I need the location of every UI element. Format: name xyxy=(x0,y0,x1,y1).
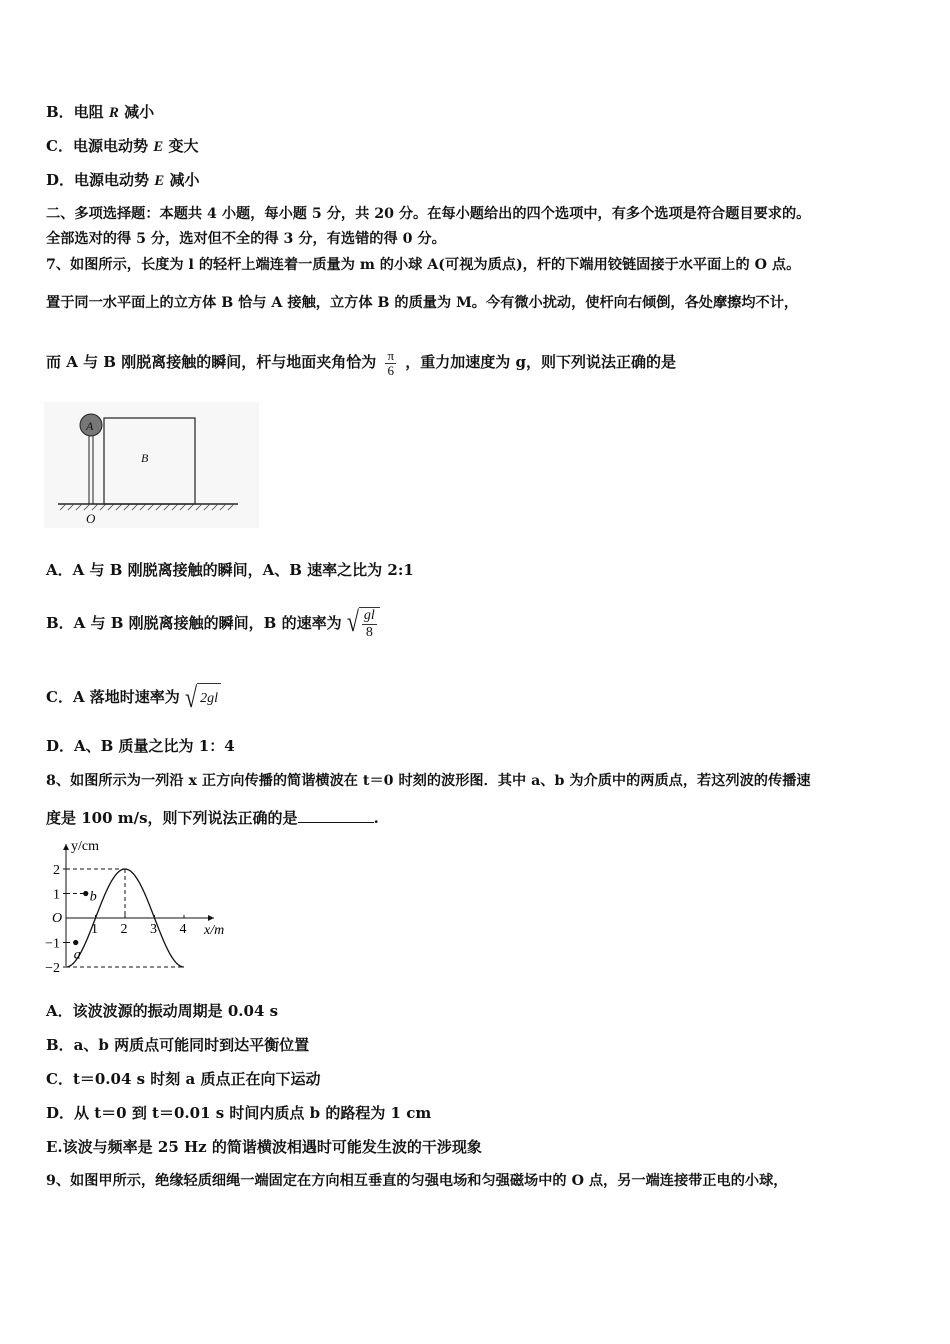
point-label-a: a xyxy=(73,947,81,963)
option-d-emf xyxy=(46,170,200,191)
q7-option-c-text: C．A 落地时速率为 xyxy=(46,688,180,706)
y-tick-label: −1 xyxy=(45,936,60,952)
q7-option-c xyxy=(46,682,221,714)
fraction-denominator: 8 xyxy=(365,625,373,640)
x-axis-label: x/m xyxy=(204,923,225,938)
figure-background xyxy=(44,402,259,528)
q8-stem-line2 xyxy=(46,808,379,828)
q8-stem-text: 度是 100 m/s，则下列说法正确的是 xyxy=(46,809,298,827)
q7-option-d: D．A、B 质量之比为 1：4 xyxy=(46,737,235,755)
q7-stem-text: ，重力加速度为 g，则下列说法正确的是 xyxy=(405,353,676,371)
label-b: B xyxy=(141,451,149,465)
label-o: O xyxy=(86,511,96,526)
y-axis-label: y/cm xyxy=(71,839,99,854)
q7-stem-line1: 7、如图所示，长度为 l 的轻杆上端连着一质量为 m 的小球 A(可视为质点)，杆的下端用铰链固接于水平面上的 O 点。 xyxy=(46,257,801,273)
fraction-numerator: gl xyxy=(363,608,375,623)
point-label-b: b xyxy=(89,889,97,905)
point-b xyxy=(83,891,88,896)
q7-option-b xyxy=(46,603,380,643)
q8-option-c: C．t＝0.04 s 时刻 a 质点正在向下运动 xyxy=(46,1070,321,1088)
option-b-resistance xyxy=(46,102,154,123)
q8-stem-line1: 8、如图所示为一列沿 x 正方向传播的简谐横波在 t＝0 时刻的波形图．其中 a、b 为介质中的两质点，若这列波的传播速 xyxy=(46,773,811,789)
option-text: D．电源电动势 xyxy=(46,171,150,189)
sqrt-radical-icon: √ xyxy=(346,605,359,638)
q7-option-b-text: B．A 与 B 刚脱离接触的瞬间，B 的速率为 xyxy=(46,614,342,632)
var-r: R xyxy=(108,105,119,121)
option-text: 变大 xyxy=(168,137,199,155)
option-text: B．电阻 xyxy=(46,103,104,121)
y-tick-label: −2 xyxy=(45,961,60,976)
var-e: E xyxy=(154,173,165,189)
q8-option-a: A．该波波源的振动周期是 0.04 s xyxy=(46,1002,279,1020)
q7-stem-line2: 置于同一水平面上的立方体 B 恰与 A 接触，立方体 B 的质量为 M。今有微小扰动，使杆向右倾倒，各处摩擦均不计， xyxy=(46,295,799,311)
section-heading: 二、多项选择题：本题共 4 小题，每小题 5 分，共 20 分。在每小题给出的四个选项中，有多个选项是符合题目要求的。 xyxy=(46,206,811,222)
section-heading-line2: 全部选对的得 5 分，选对但不全的得 3 分，有选错的得 0 分。 xyxy=(46,231,446,247)
q8-option-e: E.该波与频率是 25 Hz 的简谐横波相遇时可能发生波的干涉现象 xyxy=(46,1138,482,1156)
angle-numerator: π xyxy=(387,347,395,363)
option-text: 减小 xyxy=(169,171,200,189)
var-e: E xyxy=(153,139,164,155)
wave-chart xyxy=(42,834,242,976)
q9-stem-line1: 9、如图甲所示，绝缘轻质细绳一端固定在方向相互垂直的匀强电场和匀强磁场中的 O 点，另一端连接带正电的小球， xyxy=(46,1173,788,1189)
q8-stem-text: . xyxy=(373,809,379,827)
sqrt-gl-over-8 xyxy=(347,607,380,641)
q7-stem-text: 而 A 与 B 刚脱离接触的瞬间，杆与地面夹角恰为 xyxy=(46,353,377,371)
answer-blank xyxy=(298,808,374,823)
origin-label: O xyxy=(52,911,63,926)
angle-fraction xyxy=(385,349,396,378)
option-text: 减小 xyxy=(124,103,155,121)
x-tick-label: 4 xyxy=(179,922,187,937)
q7-stem-line3 xyxy=(46,344,676,380)
sqrt-radical-icon: √ xyxy=(185,680,198,714)
x-tick-label: 3 xyxy=(150,922,157,937)
y-tick-label: 1 xyxy=(53,887,60,903)
point-a xyxy=(73,940,78,945)
x-tick-label: 2 xyxy=(120,922,128,937)
label-a: A xyxy=(86,419,94,433)
q8-option-b: B．a、b 两质点可能同时到达平衡位置 xyxy=(46,1036,310,1054)
option-text: C．电源电动势 xyxy=(46,137,148,155)
q7-option-a: A．A 与 B 刚脱离接触的瞬间，A、B 速率之比为 2:1 xyxy=(46,561,414,579)
sqrt-2gl xyxy=(185,680,221,714)
x-tick-label: 1 xyxy=(91,922,98,937)
q8-option-d: D．从 t＝0 到 t＝0.01 s 时间内质点 b 的路程为 1 cm xyxy=(46,1104,432,1122)
option-c-emf xyxy=(46,136,198,157)
angle-denominator: 6 xyxy=(387,362,394,378)
sqrt-body: 2gl xyxy=(197,683,221,714)
sqrt-body xyxy=(359,607,380,641)
q7-figure xyxy=(44,402,259,528)
y-tick-label: 2 xyxy=(53,863,60,878)
